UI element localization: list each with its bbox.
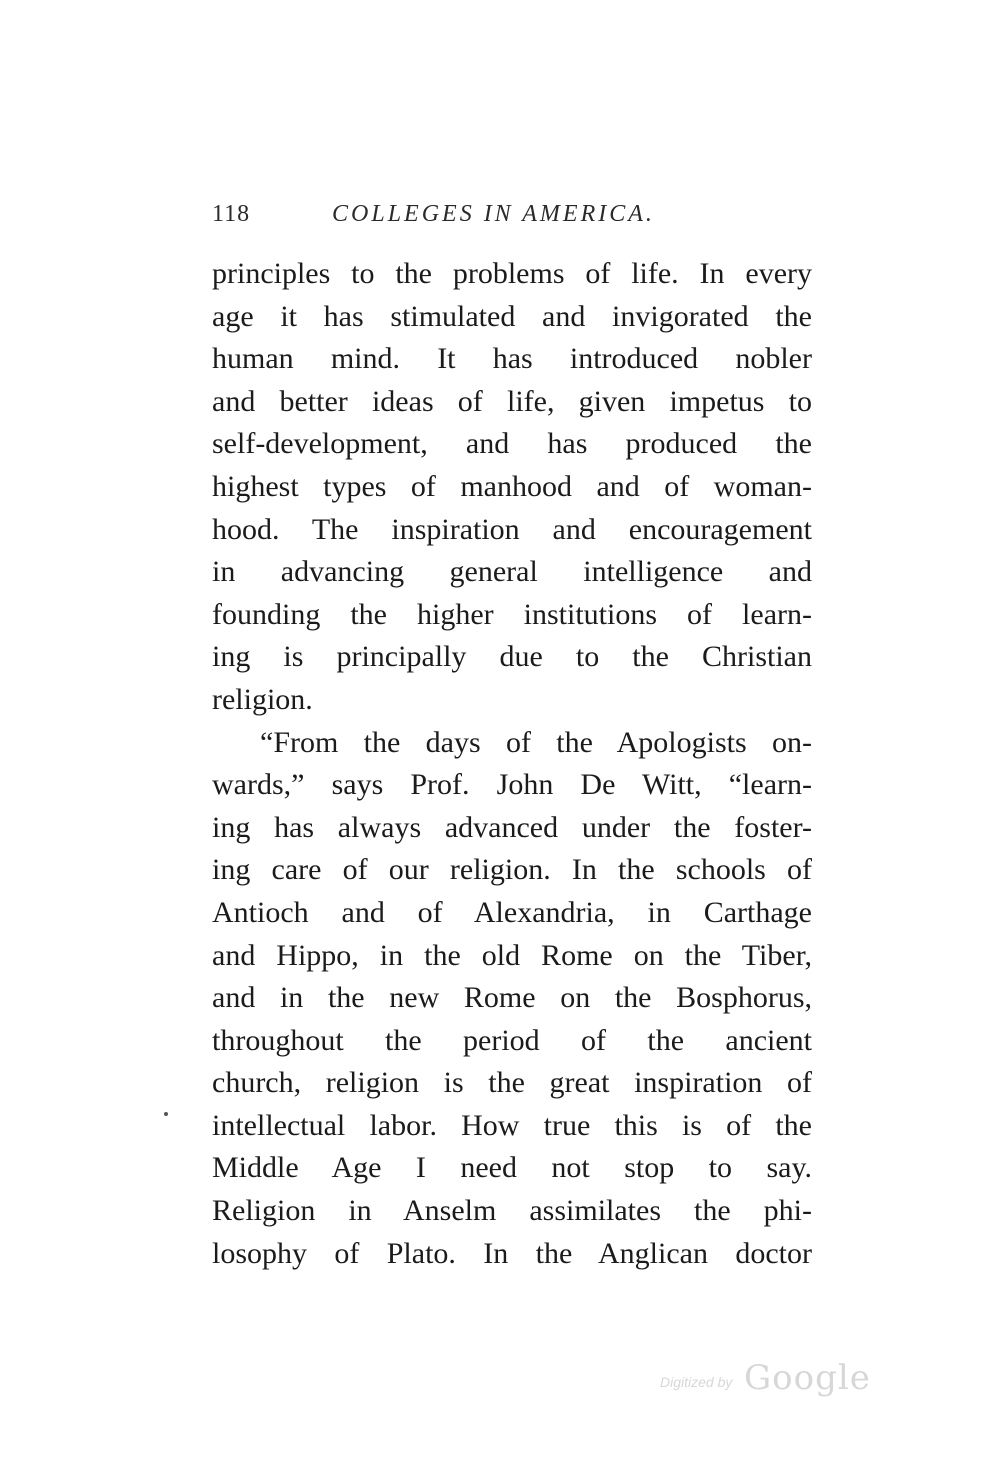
text-line: self-development, and has produced the bbox=[212, 427, 812, 461]
text-line: hood. The inspiration and encouragement bbox=[212, 512, 812, 546]
google-logo: Google bbox=[744, 1358, 871, 1398]
text-line: ing care of our religion. In the schools of bbox=[212, 853, 812, 887]
text-line: church, religion is the great inspiration of bbox=[212, 1066, 812, 1100]
text-line: principles to the problems of life. In every bbox=[212, 257, 812, 290]
text-line: ing has always advanced under the foster- bbox=[212, 810, 812, 844]
margin-dot bbox=[164, 1112, 168, 1116]
text-line: intellectual labor. How true this is of the bbox=[212, 1108, 812, 1142]
page-number: 118 bbox=[212, 201, 251, 227]
text-line: founding the higher institutions of learn- bbox=[212, 597, 812, 631]
text-line: Antioch and of Alexandria, in Carthage bbox=[212, 895, 812, 929]
text-line-paragraph-end: religion. bbox=[212, 682, 313, 716]
text-line: in advancing general intelligence and bbox=[212, 555, 812, 589]
text-line: ing is principally due to the Christian bbox=[212, 640, 812, 674]
text-line: human mind. It has introduced nobler bbox=[212, 342, 812, 376]
running-head bbox=[212, 196, 812, 232]
text-line: wards,” says Prof. John De Witt, “learn- bbox=[212, 768, 812, 802]
text-line: Religion in Anselm assimilates the phi- bbox=[212, 1194, 812, 1228]
text-line-paragraph-start: “From the days of the Apologists on- bbox=[260, 725, 812, 759]
body-text bbox=[212, 253, 812, 1275]
digitized-by-google-watermark bbox=[660, 1358, 870, 1398]
running-title: COLLEGES IN AMERICA. bbox=[332, 201, 655, 227]
text-line: age it has stimulated and invigorated the bbox=[212, 299, 812, 333]
text-line: losophy of Plato. In the Anglican doctor bbox=[212, 1236, 812, 1270]
text-line: and better ideas of life, given impetus to bbox=[212, 384, 812, 418]
text-line: and Hippo, in the old Rome on the Tiber, bbox=[212, 938, 812, 972]
text-line: Middle Age I need not stop to say. bbox=[212, 1151, 812, 1185]
text-line: highest types of manhood and of woman- bbox=[212, 469, 812, 503]
text-line: throughout the period of the ancient bbox=[212, 1023, 812, 1057]
watermark-prefix: Digitized by bbox=[660, 1374, 733, 1390]
text-line: and in the new Rome on the Bosphorus, bbox=[212, 981, 812, 1015]
